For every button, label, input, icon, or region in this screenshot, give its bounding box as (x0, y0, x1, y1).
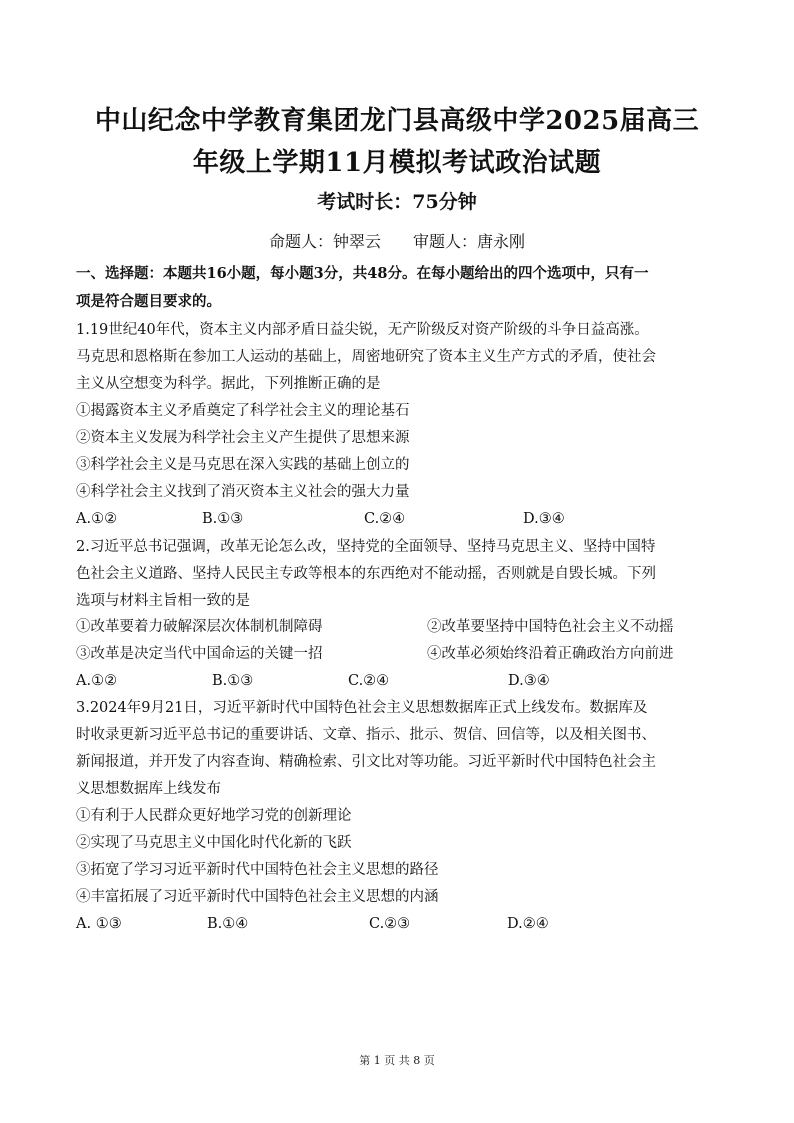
q2-item: ④改革必须始终沿着正确政治方向前进 (427, 646, 674, 662)
q1-item: ①揭露资本主义矛盾奠定了科学社会主义的理论基石 (76, 403, 410, 419)
q1-item: ④科学社会主义找到了消灭资本主义社会的强大力量 (76, 484, 410, 500)
q2-stem-line: 2.习近平总书记强调，改革无论怎么改，坚持党的全面领导、坚持马克思主义、坚持中国特 (76, 539, 656, 555)
exam-duration: 考试时长：75分钟 (317, 191, 477, 213)
exam-title-line1: 中山纪念中学教育集团龙门县高级中学2025届高三 (94, 106, 700, 136)
q1-option-a: A.①② (76, 511, 118, 527)
q1-option-c: C.②④ (364, 511, 406, 527)
q1-item: ③科学社会主义是马克思在深入实践的基础上创立的 (76, 457, 410, 473)
exam-authors: 命题人：钟翠云 审题人：唐永刚 (268, 232, 525, 251)
exam-title-line2: 年级上学期11月模拟考试政治试题 (192, 148, 602, 178)
q2-option-a: A.①② (76, 673, 118, 689)
q3-option-b: B.①④ (207, 916, 249, 932)
q1-stem-line: 主义从空想变为科学。据此，下列推断正确的是 (76, 376, 381, 392)
q2-option-b: B.①③ (212, 673, 254, 689)
q2-option-c: C.②④ (348, 673, 390, 689)
q3-item: ③拓宽了学习习近平新时代中国特色社会主义思想的路径 (76, 862, 439, 878)
q1-item: ②资本主义发展为科学社会主义产生提供了思想来源 (76, 430, 410, 446)
q3-option-c: C.②③ (369, 916, 411, 932)
q2-option-d: D.③④ (508, 673, 550, 689)
q3-stem-line: 新闻报道，并开发了内容查询、精确检索、引文比对等功能。习近平新时代中国特色社会主 (76, 754, 656, 770)
q1-stem-line: 马克思和恩格斯在参加工人运动的基础上，周密地研究了资本主义生产方式的矛盾，使社会 (76, 349, 656, 365)
q3-item: ②实现了马克思主义中国化时代化新的飞跃 (76, 835, 352, 851)
q3-option-d: D.②④ (507, 916, 549, 932)
page-number-footer: 第 1 页 共 8 页 (359, 1054, 435, 1067)
q3-item: ④丰富拓展了习近平新时代中国特色社会主义思想的内涵 (76, 889, 439, 905)
q1-stem-line: 1.19世纪40年代，资本主义内部矛盾日益尖锐，无产阶级反对资产阶级的斗争日益高涨。 (76, 322, 649, 338)
q3-stem-line: 时收录更新习近平总书记的重要讲话、文章、指示、批示、贺信、回信等，以及相关图书、 (76, 727, 656, 743)
section-heading-line2: 项是符合题目要求的。 (76, 293, 221, 310)
q3-item: ①有利于人民群众更好地学习党的创新理论 (76, 808, 352, 824)
q2-stem-line: 选项与材料主旨相一致的是 (76, 593, 250, 609)
q2-item: ②改革要坚持中国特色社会主义不动摇 (427, 619, 674, 635)
q1-option-d: D.③④ (523, 511, 565, 527)
q2-item: ①改革要着力破解深层次体制机制障碍 (76, 619, 323, 635)
q3-stem-line: 义思想数据库上线发布 (76, 781, 221, 797)
q2-stem-line: 色社会主义道路、坚持人民民主专政等根本的东西绝对不能动摇，否则就是自毁长城。下列 (76, 566, 656, 582)
q3-option-a: A. ①③ (76, 916, 122, 932)
q2-item: ③改革是决定当代中国命运的关键一招 (76, 646, 323, 662)
section-heading-line1: 一、选择题：本题共16小题，每小题3分，共48分。在每小题给出的四个选项中，只有一 (76, 265, 649, 282)
q1-option-b: B.①③ (202, 511, 244, 527)
q3-stem-line: 3.2024年9月21日，习近平新时代中国特色社会主义思想数据库正式上线发布。数据库及 (76, 700, 648, 716)
